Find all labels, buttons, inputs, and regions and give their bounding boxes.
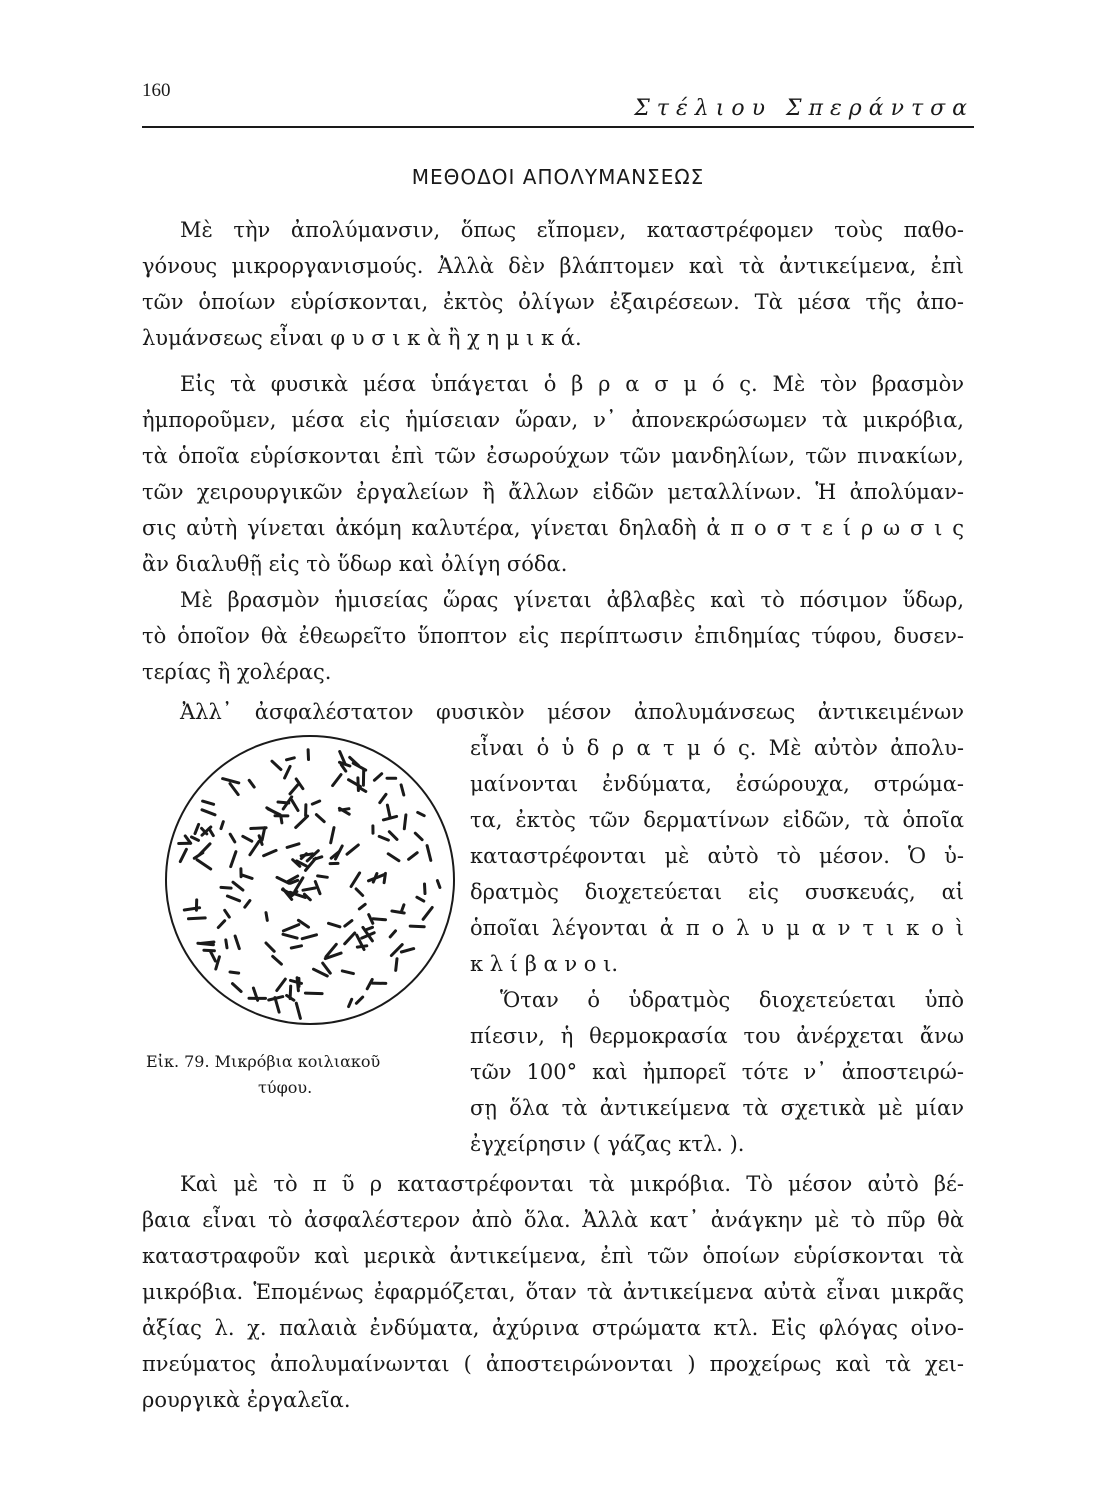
bacterium-rod bbox=[415, 833, 422, 840]
bacterium-rod bbox=[345, 933, 355, 944]
bacterium-rod bbox=[379, 836, 388, 840]
text-line: Μὲ βρασμὸν ἡμισείας ὥρας γίνεται ἀβλαβὲς καὶ τὸ πόσιμον ὕδωρ, bbox=[180, 588, 964, 612]
bacterium-rod bbox=[389, 832, 397, 840]
bacterium-rod bbox=[230, 834, 235, 842]
bacterium-rod bbox=[285, 766, 291, 778]
bacterium-rod bbox=[359, 788, 366, 792]
bacterium-rod bbox=[329, 923, 340, 927]
bacterium-rod bbox=[291, 946, 301, 948]
text-line: Καὶ μὲ τὸ π ῦ ρ καταστρέφονται τὰ μικρόβια. Τὸ μέσον αὐτὸ βέ- bbox=[180, 1172, 964, 1196]
text-line: ρουργικὰ ἐργαλεῖα. bbox=[142, 1388, 351, 1412]
running-head: Στέλιου Σπεράντσα bbox=[634, 96, 974, 121]
bacterium-rod bbox=[231, 852, 236, 867]
page-number: 160 bbox=[142, 80, 171, 101]
bacterium-rod bbox=[302, 935, 316, 939]
bacterium-rod bbox=[266, 943, 274, 951]
text-line: μαίνονται ἐνδύματα, ἐσώρουχα, στρώμα- bbox=[470, 772, 964, 796]
bacterium-rod bbox=[390, 931, 395, 937]
bacterium-rod bbox=[223, 779, 239, 783]
bacterium-rod bbox=[404, 815, 406, 829]
text-line: πνεύματος ἀπολυμαίνωνται ( ἀποστειρώνονται ) προχείρως καὶ τὰ χει- bbox=[142, 1352, 964, 1376]
bacterium-rod bbox=[418, 812, 425, 815]
bacterium-rod bbox=[410, 926, 424, 927]
text-line: Εἰς τὰ φυσικὰ μέσα ὑπάγεται ὁ β ρ α σ μ ό ς. Μὲ τὸν βρασμὸν bbox=[180, 372, 964, 396]
bacterium-rod bbox=[269, 997, 283, 1000]
bacterium-rod bbox=[292, 800, 298, 811]
bacterium-rod bbox=[425, 884, 426, 894]
text-line: δρατμὸς διοχετεύεται εἰς συσκευάς, αἱ bbox=[470, 880, 964, 904]
bacterium-rod bbox=[203, 801, 214, 804]
text-line: Ἀλλ᾽ ἀσφαλέστατον φυσικὸν μέσον ἀπολυμάνσεως ἀντικειμένων bbox=[180, 700, 964, 724]
bacterium-rod bbox=[417, 897, 424, 901]
bacterium-rod bbox=[266, 913, 267, 921]
bacterium-rod bbox=[369, 915, 373, 924]
text-line: ἐγχείρησιν ( γάζας κτλ. ). bbox=[470, 1132, 745, 1156]
bacterium-rod bbox=[273, 956, 282, 964]
text-line: κ λ ί β α ν ο ι. bbox=[470, 952, 619, 976]
bacterium-rod bbox=[396, 959, 397, 971]
bacterium-rod bbox=[296, 816, 308, 827]
text-line: καταστρέφονται μὲ αὐτὸ τὸ μέσον. Ὁ ὑ- bbox=[470, 844, 964, 868]
bacterium-rod bbox=[277, 979, 286, 990]
text-line: ἠμποροῦμεν, μέσα εἰς ἡμίσειαν ὥραν, ν᾽ ἀπονεκρώσωμεν τὰ μικρόβια, bbox=[142, 408, 964, 432]
bacterium-rod bbox=[225, 910, 230, 917]
bacterium-rod bbox=[287, 844, 299, 848]
bacterium-rod bbox=[301, 854, 313, 856]
bacterium-rod bbox=[204, 950, 215, 951]
bacterium-rod bbox=[221, 822, 223, 829]
bacterium-rod bbox=[401, 905, 404, 912]
bacterium-rod bbox=[245, 901, 250, 908]
bacterium-rod bbox=[201, 942, 214, 943]
bacterium-rod bbox=[373, 919, 386, 920]
text-line: τερίας ἢ χολέρας. bbox=[142, 660, 332, 684]
bacterium-rod bbox=[333, 775, 341, 786]
bacterium-rod bbox=[226, 940, 227, 948]
text-line: τῶν ὁποίων εὑρίσκονται, ἐκτὸς ὀλίγων ἐξαιρέσεων. Τὰ μέσα τῆς ἀπο- bbox=[142, 290, 964, 314]
text-line: τὰ ὁποῖα εὑρίσκονται ἐπὶ τῶν ἐσωρούχων τῶν μανδηλίων, τῶν πινακίων, bbox=[142, 444, 964, 468]
bacterium-rod bbox=[312, 801, 319, 804]
bacterium-rod bbox=[218, 921, 224, 928]
text-line: ἂν διαλυθῇ εἰς τὸ ὕδωρ καὶ ὀλίγη σόδα. bbox=[142, 552, 568, 576]
section-title: ΜΕΘΟΔΟΙ ΑΠΟΛΥΜΑΝΣΕΩΣ bbox=[411, 165, 705, 189]
bacterium-rod bbox=[437, 881, 440, 888]
bacterium-rod bbox=[387, 805, 390, 818]
bacterium-rod bbox=[230, 972, 239, 973]
text-line: σῃ ὅλα τὰ ἀντικείμενα τὰ σχετικὰ μὲ μίαν bbox=[470, 1096, 964, 1120]
bacterium-rod bbox=[318, 876, 328, 877]
bacterium-rod bbox=[233, 882, 243, 890]
bacterium-rod bbox=[380, 794, 386, 802]
header-rule bbox=[142, 126, 974, 128]
bacterium-rod bbox=[230, 784, 238, 795]
bacterium-rod bbox=[287, 758, 295, 760]
bacterium-rod bbox=[345, 921, 352, 927]
text-line: εἶναι ὁ ὑ δ ρ α τ μ ό ς. Μὲ αὐτὸν ἀπολυ- bbox=[470, 736, 964, 760]
bacterium-rod bbox=[192, 837, 199, 840]
bacterium-rod bbox=[347, 845, 358, 854]
bacterium-rod bbox=[365, 927, 372, 930]
text-line: γόνους μικροργανισμούς. Ἀλλὰ δὲν βλάπτομεν καὶ τὰ ἀντικείμενα, ἐπὶ bbox=[142, 254, 964, 278]
bacterium-rod bbox=[290, 785, 298, 794]
bacterium-rod bbox=[374, 774, 381, 781]
figure-caption-line1: Εἰκ. 79. Μικρόβια κοιλιακοῦ bbox=[146, 1052, 381, 1071]
bacterium-rod bbox=[211, 952, 216, 961]
bacterium-rod bbox=[427, 846, 431, 861]
bacteria-rods bbox=[179, 750, 440, 1019]
bacterium-rod bbox=[401, 949, 413, 952]
bacterium-rod bbox=[303, 888, 315, 890]
bacterium-rod bbox=[359, 904, 365, 909]
figure-caption-line2: τύφου. bbox=[258, 1078, 313, 1097]
text-line: Ὅταν ὁ ὑδρατμὸς διοχετεύεται ὑπὸ bbox=[500, 988, 964, 1012]
text-line: καταστραφοῦν καὶ μερικὰ ἀντικείμενα, ἐπὶ τῶν ὁποίων εὑρίσκονται τὰ bbox=[142, 1244, 964, 1268]
bacterium-rod bbox=[202, 810, 215, 815]
bacterium-rod bbox=[262, 828, 265, 840]
bacterium-rod bbox=[331, 828, 334, 843]
bacteria-microscope-figure bbox=[160, 730, 460, 1030]
bacterium-rod bbox=[264, 850, 277, 855]
bacterium-rod bbox=[233, 984, 242, 992]
bacterium-rod bbox=[268, 809, 280, 815]
bacterium-rod bbox=[235, 936, 239, 949]
text-line: βαια εἶναι τὸ ἀσφαλέστερον ἀπὸ ὅλα. Ἀλλὰ κατ᾽ ἀνάγκην μὲ τὸ πῦρ θὰ bbox=[142, 1208, 964, 1232]
text-line: σις αὐτὴ γίνεται ἀκόμη καλυτέρα, γίνεται δηλαδὴ ἀ π ο σ τ ε ί ρ ω σ ι ς bbox=[142, 516, 964, 540]
bacterium-rod bbox=[221, 887, 231, 888]
bacterium-rod bbox=[401, 785, 404, 795]
text-line: λυμάνσεως εἶναι φ υ σ ι κ ὰ ἢ χ η μ ι κ ά. bbox=[142, 326, 582, 350]
bacterium-rod bbox=[423, 908, 432, 920]
bacterium-rod bbox=[227, 896, 239, 901]
bacterium-rod bbox=[287, 995, 294, 1000]
text-line: τῶν χειρουργικῶν ἐργαλείων ἢ ἄλλων εἰδῶν μεταλλίνων. Ἡ ἀπολύμαν- bbox=[142, 480, 964, 504]
text-line: πίεσιν, ἡ θερμοκρασία του ἀνέρχεται ἄνω bbox=[470, 1024, 964, 1048]
bacterium-rod bbox=[250, 842, 259, 855]
bacterium-rod bbox=[242, 875, 252, 878]
bacterium-rod bbox=[383, 816, 396, 820]
bacterium-rod bbox=[356, 997, 362, 1003]
bacterium-rod bbox=[283, 890, 292, 894]
bacterium-rod bbox=[180, 849, 186, 861]
bacterium-rod bbox=[243, 836, 252, 841]
bacterium-rod bbox=[349, 999, 352, 1006]
bacterium-rod bbox=[342, 971, 353, 974]
bacterium-rod bbox=[323, 963, 331, 973]
bacterium-rod bbox=[296, 1003, 300, 1018]
microscope-field-circle bbox=[166, 736, 454, 1024]
text-line: τα, ἐκτὸς τῶν δερματίνων εἰδῶν, τὰ ὁποῖα bbox=[470, 808, 964, 832]
bacterium-rod bbox=[305, 993, 322, 994]
bacterium-rod bbox=[216, 957, 220, 969]
text-line: ὁποῖαι λέγονται ἀ π ο λ υ μ α ν τ ι κ ο ὶ bbox=[470, 916, 964, 940]
bacterium-rod bbox=[195, 824, 199, 833]
bacterium-rod bbox=[391, 945, 402, 956]
text-line: τῶν 100° καὶ ἠμπορεῖ τότε ν᾽ ἀποστειρώ- bbox=[470, 1060, 964, 1084]
bacterium-rod bbox=[197, 860, 211, 869]
bacterium-rod bbox=[251, 828, 266, 829]
bacterium-rod bbox=[409, 853, 418, 860]
text-line: μικρόβια. Ἑπομένως ἐφαρμόζεται, ὅταν τὰ ἀντικείμενα αὐτὰ εἶναι μικρᾶς bbox=[142, 1280, 964, 1304]
bacterium-rod bbox=[283, 925, 298, 931]
text-line: ἀξίας λ. χ. παλαιὰ ἐνδύματα, ἀχύρινα στρώματα κτλ. Εἰς φλόγας οἰνο- bbox=[142, 1316, 964, 1340]
bacterium-rod bbox=[249, 780, 254, 787]
bacterium-rod bbox=[356, 889, 363, 896]
bacterium-rod bbox=[351, 873, 360, 887]
bacterium-rod bbox=[189, 918, 206, 919]
bacterium-rod bbox=[316, 815, 324, 822]
bacterium-rod bbox=[314, 969, 328, 976]
bacterium-rod bbox=[388, 854, 399, 861]
bacterium-rod bbox=[272, 761, 281, 769]
text-line: τὸ ὁποῖον θὰ ἐθεωρεῖτο ὕποπτον εἰς περίπτωσιν ἐπιδημίας τύφου, δυσεν- bbox=[142, 624, 964, 648]
bacterium-rod bbox=[283, 934, 297, 938]
text-line: Μὲ τὴν ἀπολύμανσιν, ὅπως εἴπομεν, καταστρέφομεν τοὺς παθο- bbox=[180, 218, 964, 242]
